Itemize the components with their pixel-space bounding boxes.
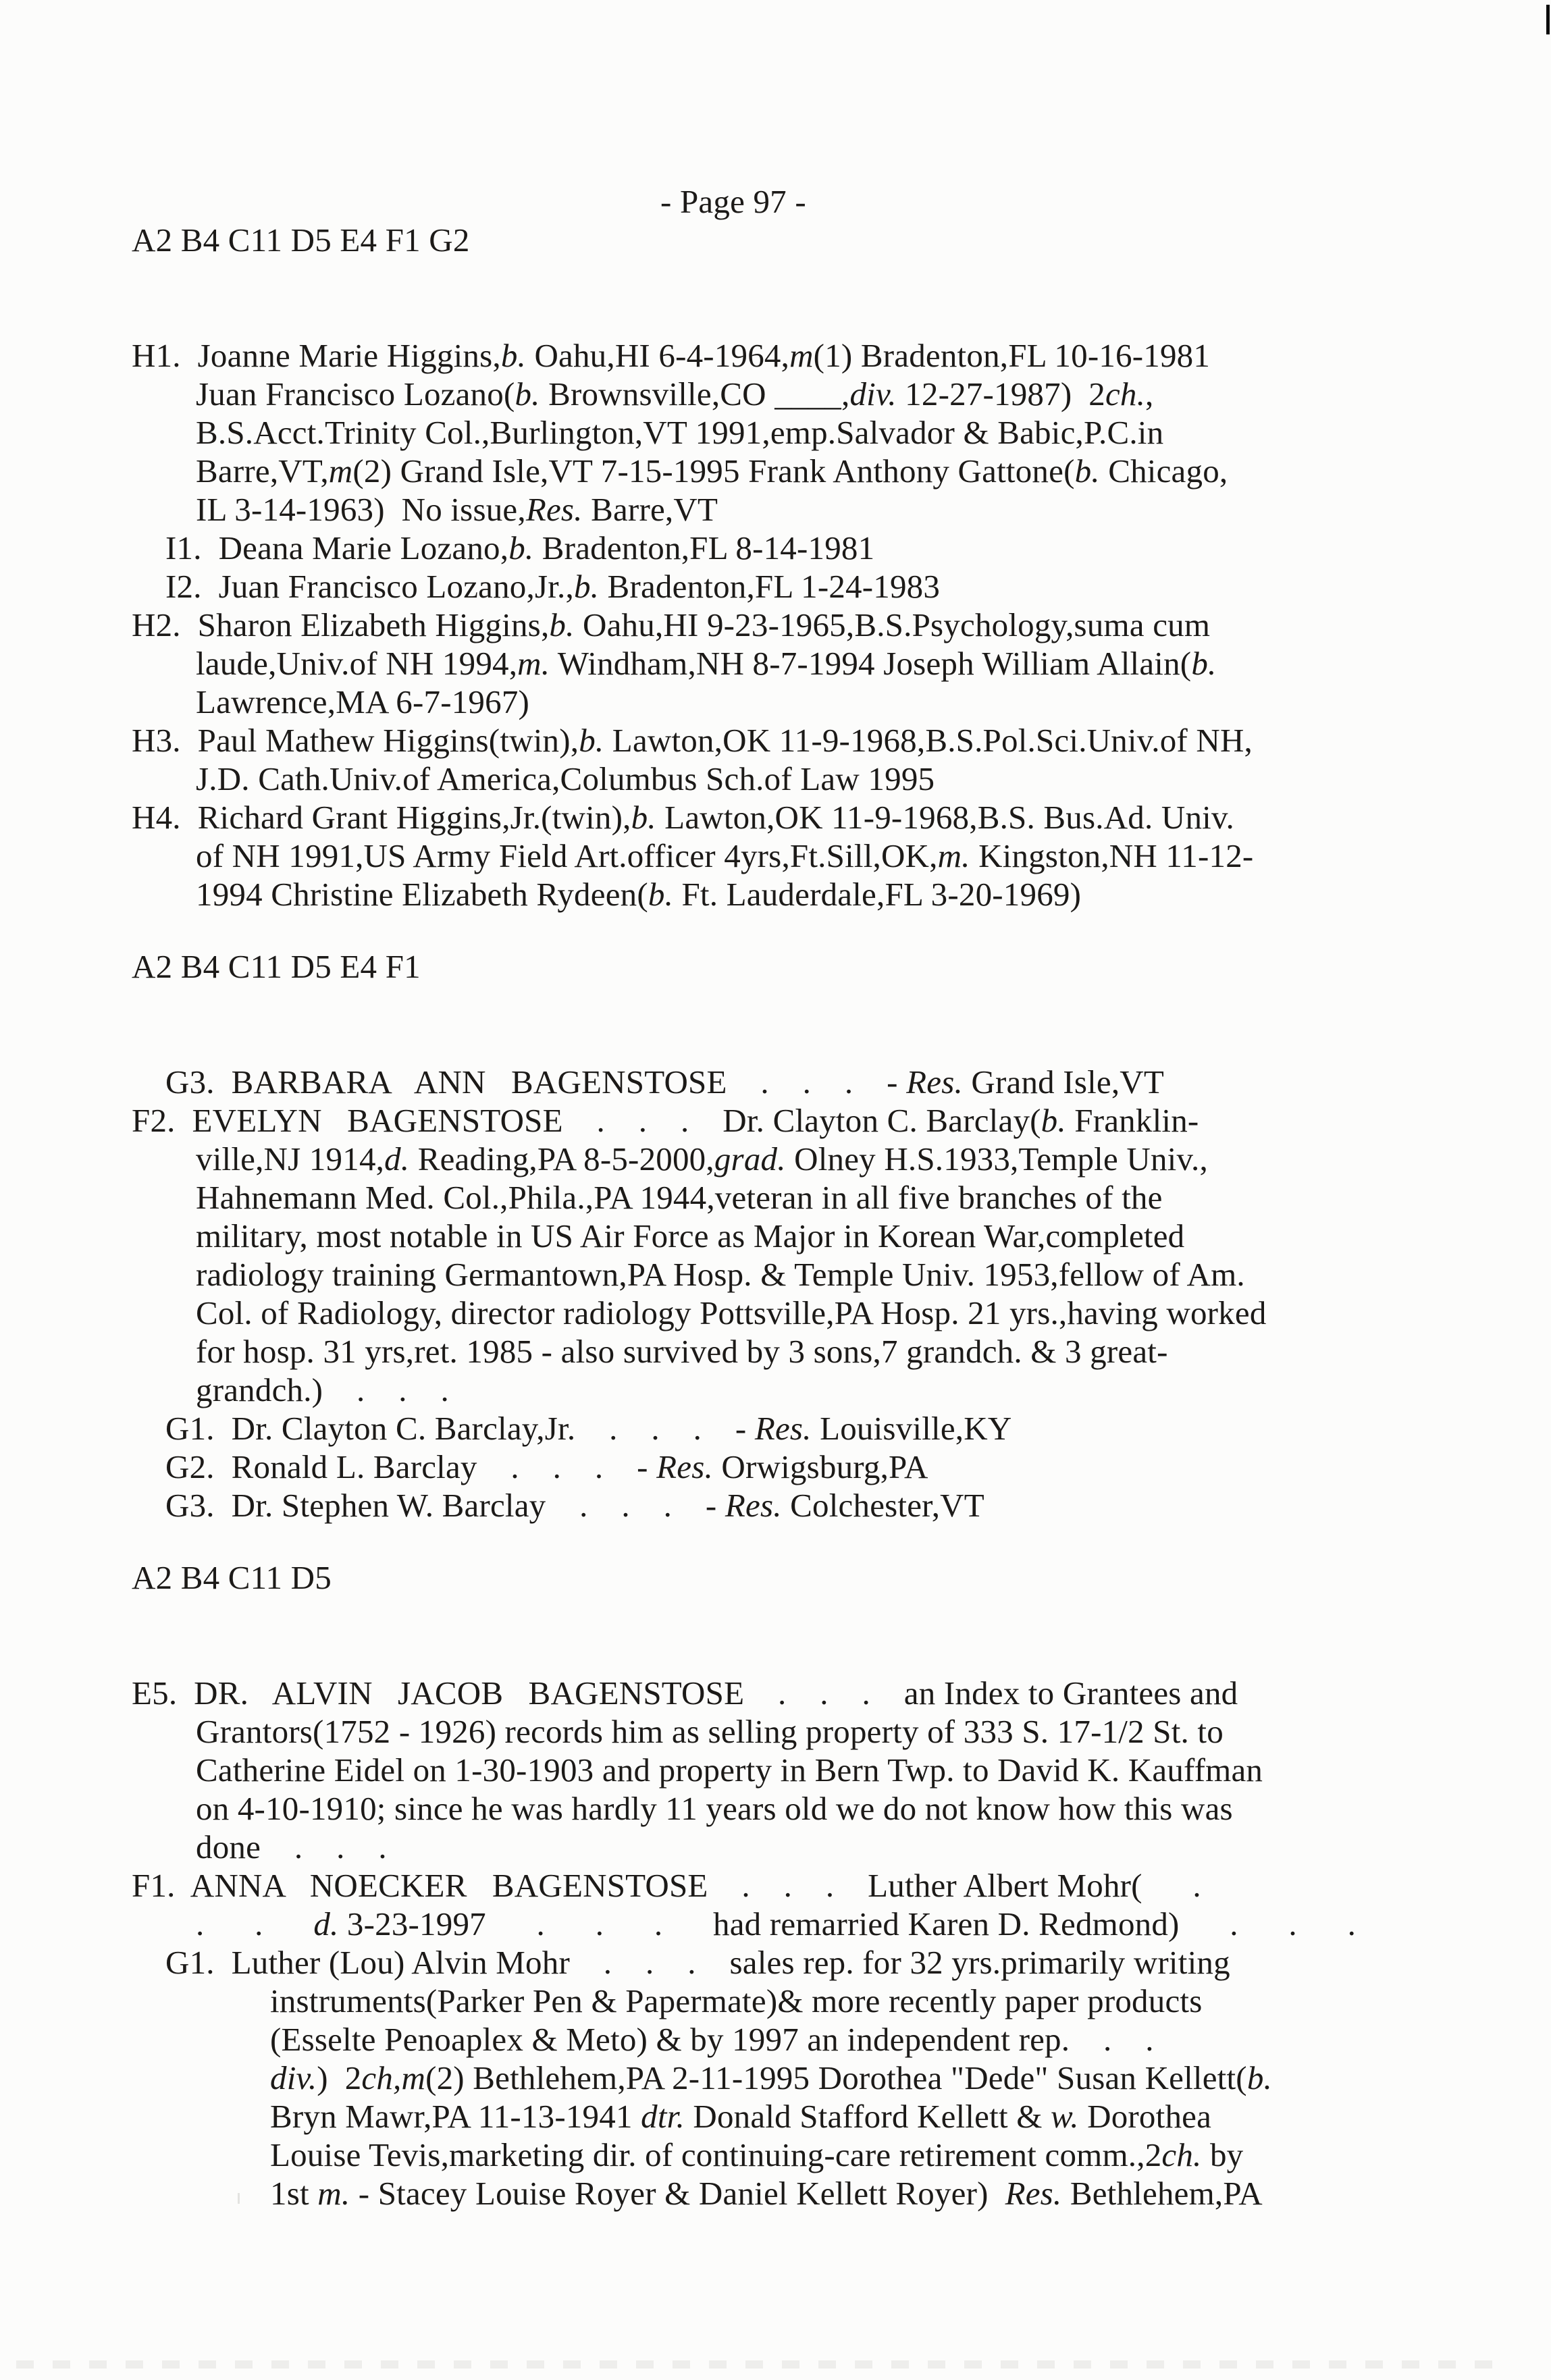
section [0, 947, 1551, 1525]
text-line: (Esselte Penoaplex & Meto) & by 1997 an independent rep. . . [270, 2021, 1154, 2058]
text-line: Barre,VT,m(2) Grand Isle,VT 7-15-1995 Frank Anthony Gattone(b. Chicago, [196, 452, 1228, 490]
section-code: A2 B4 C11 D5 [132, 1559, 332, 1596]
text-line: F1. ANNA NOECKER BAGENSTOSE . . . Luther Albert Mohr( . [132, 1867, 1201, 1904]
text-line: E5. DR. ALVIN JACOB BAGENSTOSE . . . an Index to Grantees and [132, 1674, 1238, 1712]
text-line: I1. Deana Marie Lozano,b. Bradenton,FL 8-14-1981 [165, 529, 875, 566]
text-line: laude,Univ.of NH 1994,m. Windham,NH 8-7-1994 Joseph William Allain(b. [196, 645, 1217, 682]
section [0, 1558, 1551, 2213]
text-line: grandch.) . . . [196, 1371, 449, 1408]
text-line: I2. Juan Francisco Lozano,Jr.,b. Bradenton,FL 1-24-1983 [165, 568, 941, 605]
text-line: Grantors(1752 - 1926) records him as selling property of 333 S. 17-1/2 St. to [196, 1713, 1224, 1750]
text-line: for hosp. 31 yrs,ret. 1985 - also survived by 3 sons,7 grandch. & 3 great- [196, 1333, 1168, 1370]
text-line: on 4-10-1910; since he was hardly 11 years old we do not know how this was [196, 1790, 1233, 1827]
text-line: Louise Tevis,marketing dir. of continuing-care retirement comm.,2ch. by [270, 2136, 1244, 2173]
text-line: Lawrence,MA 6-7-1967) [196, 683, 530, 720]
text-line: IL 3-14-1963) No issue,Res. Barre,VT [196, 491, 718, 528]
text-line: ville,NJ 1914,d. Reading,PA 8-5-2000,grad. Olney H.S.1933,Temple Univ., [196, 1140, 1208, 1178]
text-line: H4. Richard Grant Higgins,Jr.(twin),b. Lawton,OK 11-9-1968,B.S. Bus.Ad. Univ. [132, 799, 1234, 836]
text-line: military, most notable in US Air Force as Major in Korean War,completed [196, 1217, 1185, 1254]
genealogy-text [0, 221, 1551, 2213]
text-line: of NH 1991,US Army Field Art.officer 4yrs,Ft.Sill,OK,m. Kingston,NH 11-12- [196, 837, 1254, 874]
text-line: radiology training Germantown,PA Hosp. & Temple Univ. 1953,fellow of Am. [196, 1256, 1245, 1293]
text-line: G1. Luther (Lou) Alvin Mohr . . . sales rep. for 32 yrs.primarily writing [165, 1944, 1230, 1981]
text-line: H2. Sharon Elizabeth Higgins,b. Oahu,HI 9-23-1965,B.S.Psychology,suma cum [132, 606, 1211, 643]
text-line: G1. Dr. Clayton C. Barclay,Jr. . . . - Res. Louisville,KY [165, 1410, 1012, 1447]
section-code: A2 B4 C11 D5 E4 F1 [132, 948, 421, 985]
text-line: Hahnemann Med. Col.,Phila.,PA 1944,veteran in all five branches of the [196, 1179, 1163, 1216]
text-line: 1st m. - Stacey Louise Royer & Daniel Kellett Royer) Res. Bethlehem,PA [270, 2175, 1263, 2212]
text-line: J.D. Cath.Univ.of America,Columbus Sch.of Law 1995 [196, 760, 935, 797]
text-line: B.S.Acct.Trinity Col.,Burlington,VT 1991,emp.Salvador & Babic,P.C.in [196, 414, 1164, 451]
text-line: done . . . [196, 1828, 387, 1866]
text-line: G2. Ronald L. Barclay . . . - Res. Orwigsburg,PA [165, 1448, 928, 1485]
text-line: G3. BARBARA ANN BAGENSTOSE . . . - Res. Grand Isle,VT [165, 1063, 1165, 1101]
text-line: G3. Dr. Stephen W. Barclay . . . - Res. Colchester,VT [165, 1487, 984, 1524]
text-line: Juan Francisco Lozano(b. Brownsville,CO ____,div. 12-27-1987) 2ch., [196, 375, 1154, 413]
text-line: H3. Paul Mathew Higgins(twin),b. Lawton,OK 11-9-1968,B.S.Pol.Sci.Univ.of NH, [132, 722, 1253, 759]
scan-artifact-bottom-edge [16, 2360, 1508, 2369]
text-line: Col. of Radiology, director radiology Pottsville,PA Hosp. 21 yrs.,having worked [196, 1294, 1267, 1331]
section [0, 221, 1551, 914]
text-line: instruments(Parker Pen & Papermate)& more recently paper products [270, 1982, 1203, 2019]
text-line: div.) 2ch,m(2) Bethlehem,PA 2-11-1995 Dorothea "Dede" Susan Kellett(b. [270, 2059, 1272, 2096]
text-line: F2. EVELYN BAGENSTOSE . . . Dr. Clayton C. Barclay(b. Franklin- [132, 1102, 1199, 1139]
text-line: . . d. 3-23-1997 . . . had remarried Karen D. Redmond) . . . [196, 1905, 1357, 1942]
text-line: Bryn Mawr,PA 11-13-1941 dtr. Donald Stafford Kellett & w. Dorothea [270, 2098, 1212, 2135]
text-line: H1. Joanne Marie Higgins,b. Oahu,HI 6-4-1964,m(1) Bradenton,FL 10-16-1981 [132, 337, 1211, 374]
scan-artifact-top-right [1546, 5, 1550, 34]
scan-artifact-speck [238, 2193, 240, 2204]
page-number: - Page 97 - [660, 183, 806, 220]
text-line: 1994 Christine Elizabeth Rydeen(b. Ft. Lauderdale,FL 3-20-1969) [196, 876, 1082, 913]
text-line: Catherine Eidel on 1-30-1903 and property in Bern Twp. to David K. Kauffman [196, 1751, 1263, 1789]
section-code: A2 B4 C11 D5 E4 F1 G2 [132, 221, 470, 259]
